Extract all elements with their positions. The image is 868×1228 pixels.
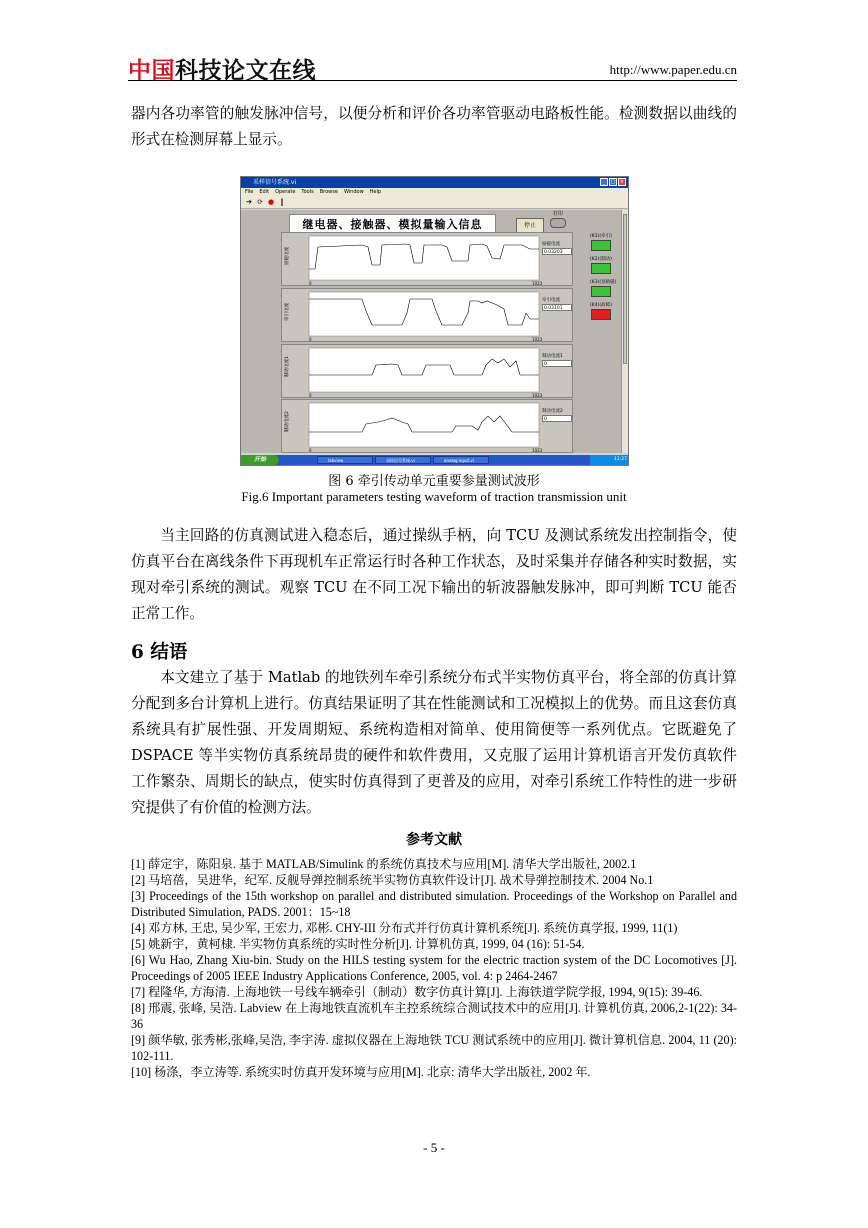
- led-k3-label: (K3)(预励磁): [590, 280, 617, 285]
- front-panel: [241, 210, 626, 453]
- reference-item: [8] 邢震, 张峰, 吴浩. Labview 在上海地铁直流机车主控系统综合测试技术中的应用[J]. 计算机仿真, 2006,2-1(22): 34-36: [131, 1001, 737, 1031]
- figure-caption-cn: 图 6 牵引传动单元重要参量测试波形: [328, 474, 540, 489]
- waveform-plot-3: [282, 345, 574, 399]
- chart-3-ylabel: 制动电流1: [285, 356, 290, 377]
- led-k4: [590, 302, 612, 320]
- chart-4-xstart: 0: [309, 448, 312, 453]
- chart-4-xend: 1023: [532, 448, 543, 453]
- close-icon: ×: [619, 179, 625, 185]
- reference-item: [6] Wu Hao, Zhang Xiu-bin. Study on the HILS testing system for the electric traction system of the DC Locomotives [J]. Proceedings of 2005 IEEE Industry Applications Conference, 2005, vol. 4: p 2464-2467: [131, 953, 737, 983]
- chart-2-readout-value: 0.03101: [542, 304, 572, 311]
- system-tray-clock: 11:27: [590, 455, 629, 465]
- header-divider: [128, 80, 737, 81]
- reference-item: [5] 姚新宇，黄柯棣. 半实物仿真系统的实时性分析[J]. 计算机仿真, 1999, 04 (16): 51-54.: [131, 937, 585, 951]
- waveform-plot-4: [282, 400, 574, 454]
- chart-2-ylabel: 牵引电流: [285, 303, 290, 321]
- window-controls: [600, 178, 626, 186]
- chart-4-readout-value: 0: [542, 415, 572, 422]
- led-k4-label: (K4)(故障): [590, 303, 612, 308]
- chart-1-xstart: 0: [309, 281, 312, 286]
- led-k3-indicator: [591, 286, 611, 297]
- maximize-icon: □: [610, 179, 616, 185]
- chart-3-xstart: 0: [309, 393, 312, 398]
- chart-1-readout-label: 励磁电流: [542, 242, 560, 247]
- led-k2: [590, 256, 612, 274]
- run-continuous-icon: ⟳: [257, 198, 263, 206]
- led-k1: [590, 233, 612, 251]
- chart-3-readout-label: 制动电流1: [542, 354, 563, 359]
- led-k3: [590, 279, 616, 297]
- scrollbar-thumb: [623, 214, 627, 364]
- reference-item: [4] 邓方林, 王忠, 吴少军, 王宏力, 邓彬. CHY-III 分布式并行仿真计算机系统[J]. 系统仿真学报, 1999, 11(1): [131, 921, 678, 935]
- chart-2-xend: 1023: [532, 337, 543, 342]
- logo-black-text: 科技论文在线: [175, 58, 316, 84]
- print-toggle: [550, 210, 566, 228]
- waveform-chart-1: [281, 232, 573, 286]
- references-title: 参考文献: [406, 832, 462, 848]
- minimize-icon: _: [600, 178, 608, 186]
- chart-4-readout-label: 制动电流2: [542, 409, 563, 414]
- chart-3-readout-value: 0: [542, 360, 572, 367]
- chart-1-readout-value: 0.03203: [542, 248, 572, 255]
- body-paragraph-2: 当主回路的仿真测试进入稳态后，通过操纵手柄，向 TCU 及测试系统发出控制指令，使仿真平台在离线条件下再现机车正常运行时各种工作状态，及时采集并存储各种实时数据，实现对牵引系统的测试。观察 TCU 在不同工况下输出的斩波器触发脉冲，即可判断 TCU 能否正常工作。: [131, 527, 737, 622]
- menu-bar: [241, 188, 628, 196]
- page-number: - 5 -: [423, 1140, 445, 1155]
- body-paragraph-3: 本文建立了基于 Matlab 的地铁列车牵引系统分布式半实物仿真平台，将全部的仿真计算分配到多台计算机上进行。仿真结果证明了其在性能测试和工况模拟上的优势。而且这套仿真系统具有扩展性强、开发周期短、系统构造相对简单、使用简便等一系列优点。它既避免了 DSPACE 等半实物仿真系统昂贵的硬件和软件费用，又克服了运用计算机语言开发仿真软件工作繁杂、周期长的缺点，使实时仿真得到了更普及的应用，对牵引系统工作特性的进一步研究提供了有价值的检测方法。: [131, 669, 737, 816]
- run-arrow-icon: ➔: [246, 198, 252, 206]
- menu-operate: Operate: [275, 189, 296, 195]
- window-title: 采样信号系统.vi: [253, 179, 297, 186]
- chart-4-ylabel: 制动电流2: [285, 411, 290, 432]
- led-k2-label: (K2)(制动): [590, 257, 612, 262]
- abort-icon: ●: [267, 198, 275, 206]
- chart-1-ylabel: 励磁电流: [285, 247, 290, 265]
- stop-button: 停止: [516, 218, 544, 234]
- taskbar-item-1: labview: [317, 456, 373, 464]
- led-k1-indicator: [591, 240, 611, 251]
- panel-title: 继电器、接触器、模拟量输入信息: [289, 214, 496, 236]
- menu-help: Help: [369, 189, 382, 195]
- vi-toolbar: [241, 196, 628, 209]
- menu-browse: Browse: [319, 189, 338, 195]
- taskbar-item-2: 采样信号系统.vi: [375, 456, 431, 464]
- window-titlebar: [241, 177, 628, 188]
- led-k4-indicator: [591, 309, 611, 320]
- waveform-chart-2: [281, 288, 573, 342]
- waveform-chart-3: [281, 344, 573, 398]
- waveform-plot-1: [282, 233, 574, 287]
- print-label: 打印: [552, 211, 563, 217]
- reference-item: [2] 马培蓓，吴进华，纪军. 反舰导弹控制系统半实物仿真软件设计[J]. 战术导弹控制技术. 2004 No.1: [131, 873, 654, 887]
- chart-1-xend: 1023: [532, 281, 543, 286]
- taskbar-item-3: analog input.vi: [433, 456, 489, 464]
- menu-window: Window: [343, 189, 364, 195]
- reference-item: [9] 颜华敏, 张秀彬,张峰,吴浩, 李宇涛. 虚拟仪器在上海地铁 TCU 测试系统中的应用[J]. 微计算机信息. 2004, 11 (20): 102-111.: [131, 1033, 737, 1063]
- vertical-scrollbar: [621, 210, 628, 453]
- waveform-plot-2: [282, 289, 574, 343]
- logo-red-text: 中国: [128, 58, 175, 84]
- reference-item: [3] Proceedings of the 15th workshop on parallel and distributed simulation. Proceedings of the Workshop on Parallel and Distributed Simulation, PADS. 2001：15~18: [131, 889, 737, 919]
- led-k2-indicator: [591, 263, 611, 274]
- figure-caption-en: Fig.6 Important parameters testing waveform of traction transmission unit: [241, 489, 627, 504]
- menu-tools: Tools: [301, 189, 314, 195]
- print-switch-icon: [550, 218, 566, 228]
- header-url: http://www.paper.edu.cn: [609, 62, 737, 77]
- chart-3-xend: 1023: [532, 393, 543, 398]
- menu-edit: Edit: [259, 189, 270, 195]
- waveform-chart-4: [281, 399, 573, 453]
- chart-2-readout-label: 牵引电流: [542, 298, 560, 303]
- reference-item: [1] 薛定宇，陈阳泉. 基于 MATLAB/Simulink 的系统仿真技术与应用[M]. 清华大学出版社, 2002.1: [131, 857, 637, 871]
- reference-item: [10] 杨涤，李立涛等. 系统实时仿真开发环境与应用[M]. 北京: 清华大学出版社, 2002 年.: [131, 1065, 591, 1079]
- led-k1-label: (K1)(牵引): [590, 234, 612, 239]
- figure-screenshot: [240, 176, 629, 466]
- intro-paragraph: 器内各功率管的触发脉冲信号，以便分析和评价各功率管驱动电路板性能。检测数据以曲线的形式在检测屏幕上显示。: [131, 105, 737, 148]
- windows-taskbar: [241, 455, 629, 465]
- pause-icon: ‖: [280, 198, 284, 206]
- references-list: [131, 856, 737, 1080]
- section-heading: 6 结语: [131, 642, 188, 663]
- menu-file: File: [245, 189, 254, 195]
- start-button: 开始: [241, 455, 279, 465]
- reference-item: [7] 程隆华, 方海清. 上海地铁一号线车辆牵引（制动）数字仿真计算[J]. 上海铁道学院学报, 1994, 9(15): 39-46.: [131, 985, 703, 999]
- chart-2-xstart: 0: [309, 337, 312, 342]
